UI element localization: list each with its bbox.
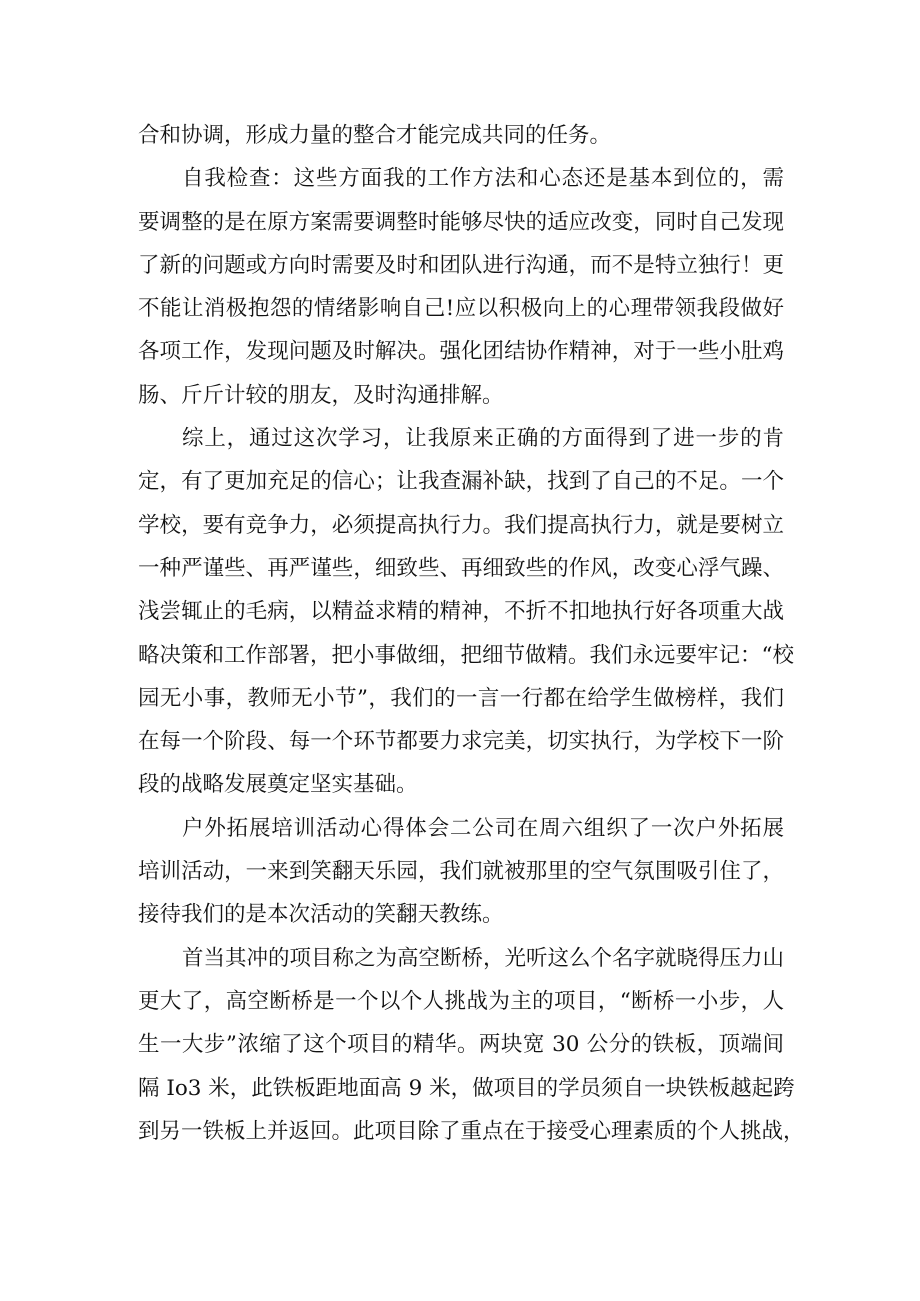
text-line: 隔 Io3 米，此铁板距地面高 9 米，做项目的学员须自一块铁板越起跨 [138, 1075, 795, 1101]
paragraph-self-check [138, 163, 784, 423]
text-line: 不能让消极抱怨的情绪影响自己!应以积极向上的心理带领我段做好 [138, 296, 784, 322]
text-line: 首当其冲的项目称之为高空断桥，光听这么个名字就晓得压力山 [182, 945, 785, 971]
text-line: 了新的问题或方向时需要及时和团队进行沟通，而不是特立独行！更 [138, 252, 784, 278]
text-line: 接待我们的是本次活动的笑翻天教练。 [138, 902, 504, 928]
text-line: 各项工作，发现问题及时解决。强化团结协作精神，对于一些小肚鸡 [138, 339, 784, 365]
document-page [138, 120, 805, 1159]
text-line: 户外拓展培训活动心得体会二公司在周六组织了一次户外拓展 [182, 815, 784, 841]
text-line: 自我检查：这些方面我的工作方法和心态还是基本到位的，需 [182, 166, 784, 192]
paragraph-high-bridge [138, 943, 805, 1159]
text-line: 略决策和工作部署，把小事做细，把细节做精。我们永远要牢记：“校 [138, 642, 794, 668]
text-line: 学校，要有竞争力，必须提高执行力。我们提高执行力，就是要树立 [138, 512, 784, 538]
text-line: 肠、斤斤计较的朋友，及时沟通排解。 [138, 382, 504, 408]
text-line: 培训活动，一来到笑翻天乐园，我们就被那里的空气氛围吸引住了， [138, 859, 784, 885]
text-line: 综上，通过这次学习，让我原来正确的方面得到了进一步的肯 [182, 426, 784, 452]
paragraph-outdoor-training [138, 813, 784, 943]
text-line: 要调整的是在原方案需要调整时能够尽快的适应改变，同时自己发现 [138, 209, 784, 235]
paragraph-continuation [138, 120, 784, 163]
text-line: 段的战略发展奠定坚实基础。 [138, 772, 418, 798]
text-line: 合和协调，形成力量的整合才能完成共同的任务。 [138, 123, 612, 148]
text-line: 生一大步”浓缩了这个项目的精华。两块宽 30 公分的铁板，顶端间 [138, 1032, 784, 1058]
text-line: 到另一铁板上并返回。此项目除了重点在于接受心理素质的个人挑战， [138, 1118, 805, 1144]
text-line: 浅尝辄止的毛病，以精益求精的精神，不折不扣地执行好各项重大战 [138, 599, 784, 625]
paragraph-summary [138, 423, 794, 813]
text-line: 一种严谨些、再严谨些，细致些、再细致些的作风，改变心浮气躁、 [138, 555, 784, 581]
text-line: 园无小事，教师无小节”，我们的一言一行都在给学生做榜样，我们 [138, 685, 784, 711]
text-line: 定，有了更加充足的信心；让我查漏补缺，找到了自己的不足。一个 [138, 469, 784, 495]
text-line: 在每一个阶段、每一个环节都要力求完美，切实执行，为学校下一阶 [138, 729, 784, 755]
text-line: 更大了，高空断桥是一个以个人挑战为主的项目，“断桥一小步，人 [138, 988, 784, 1014]
